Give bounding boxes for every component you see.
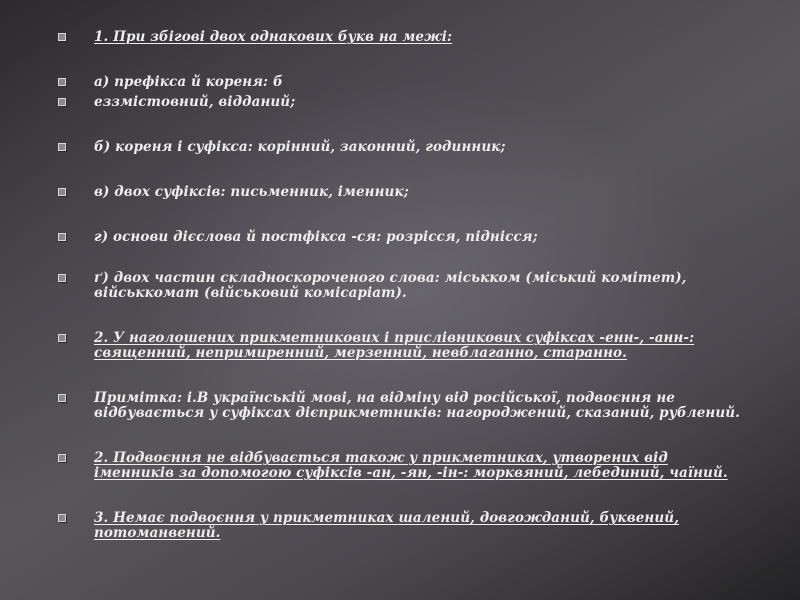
item-text: г) основи дієслова й постфікса -ся: розрісся, піднісся; [94,229,538,245]
list-item [58,230,748,245]
bullet-icon [58,78,66,86]
bullet-icon [58,514,66,522]
item-text: в) двох суфіксів: письменник, іменник; [94,184,409,200]
list-item [58,331,748,361]
item-text: еззмістовний, відданий; [94,94,296,110]
item-text: б) кореня і суфікса: корінний, законний, годинник; [94,139,506,155]
list-item [58,511,748,541]
list-item [58,185,748,200]
list-item [58,451,748,481]
item-text: 1. При збігові двох однакових букв на межі: [94,29,453,45]
bullet-icon [58,233,66,241]
list-item [58,95,748,110]
list-item [58,30,748,45]
bullet-icon [58,188,66,196]
bullet-icon [58,98,66,106]
list-item [58,140,748,155]
slide-content [58,22,748,541]
bullet-icon [58,274,66,282]
item-text: а) префікса й кореня: б [94,74,283,90]
item-text: 2. Подвоєння не відбувається також у прикметниках, утворених від іменників за допомогою суфіксів -ан, -ян, -ін-: морквяний, лебединий, чаїний. [94,450,728,481]
item-text: ґ) двох частин складноскороченого слова: міськком (міський комітет), військкомат (військовий комісаріат). [94,270,687,301]
bullet-icon [58,394,66,402]
list-item [58,271,748,301]
item-text: 2. У наголошених прикметникових і прислівникових суфіксах -енн-, -анн-: священний, непримиренний, мерзенний, невблаганно, старанно. [94,330,695,361]
list-item [58,391,748,421]
bullet-icon [58,454,66,462]
item-text: Примітка: і.В українській мові, на відміну від російської, подвоєння не відбувається у суфіксах дієприкметників: нагороджений, сказаний, рублений. [94,390,740,421]
bullet-icon [58,33,66,41]
item-text: 3. Немає подвоєння у прикметниках шалений, довгожданий, буквений, потоманвений. [94,510,679,541]
bullet-icon [58,334,66,342]
list-item [58,75,748,90]
bullet-icon [58,143,66,151]
